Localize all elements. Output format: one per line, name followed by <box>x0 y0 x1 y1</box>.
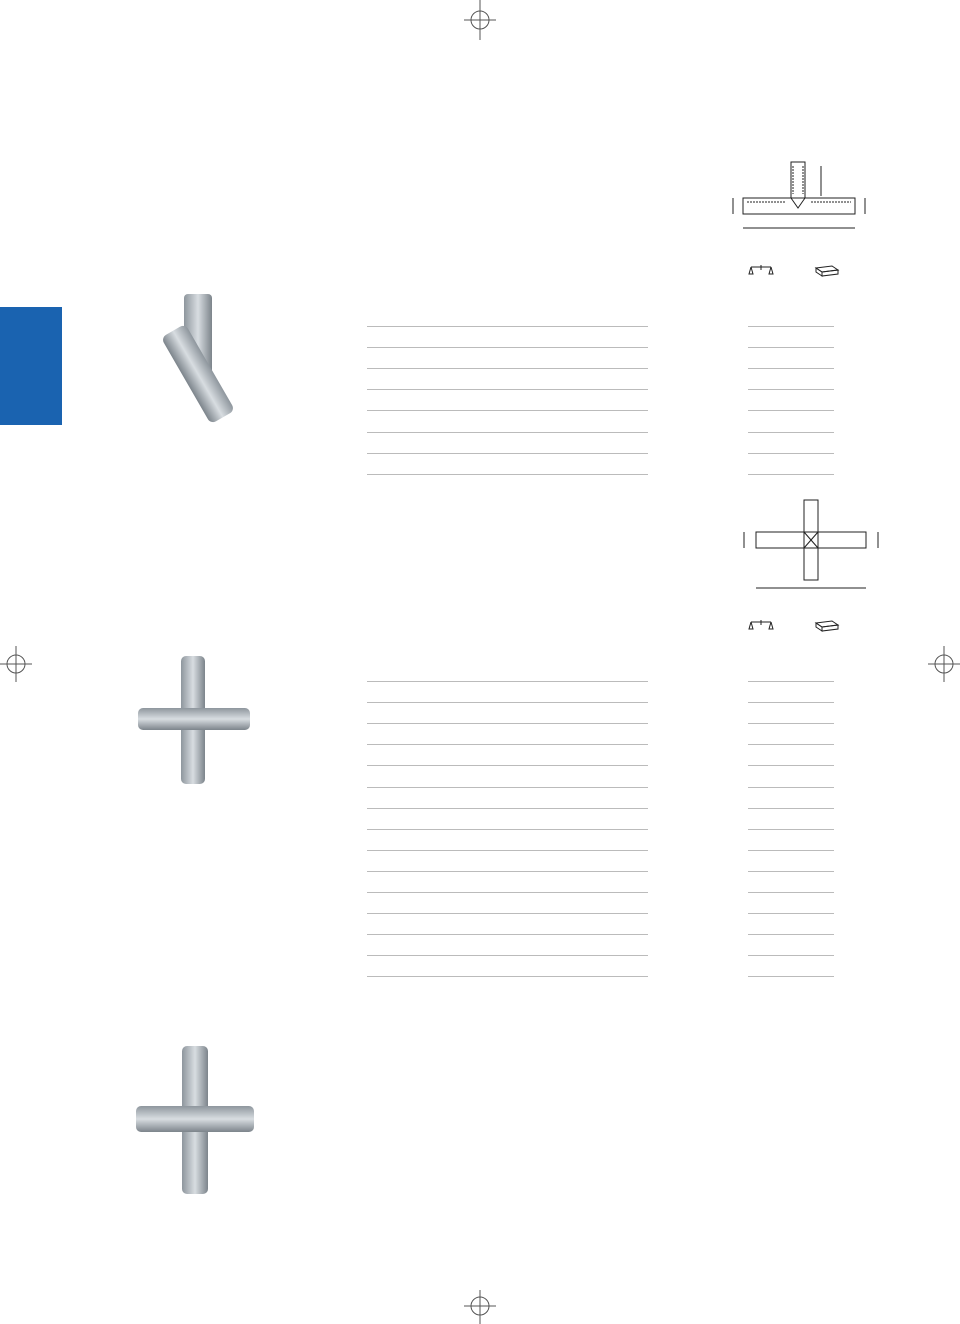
cross-connector-diagram <box>730 494 890 594</box>
table-row <box>0 936 960 957</box>
package-icon <box>814 619 840 633</box>
table-row <box>0 455 960 476</box>
table-row <box>0 789 960 810</box>
weight-scale-icon <box>748 619 774 633</box>
table-row <box>0 746 960 767</box>
table-row <box>0 704 960 725</box>
table-row <box>0 894 960 915</box>
weight-scale-icon <box>748 264 774 278</box>
table-row <box>0 957 960 978</box>
table-row <box>0 434 960 455</box>
table-row <box>0 307 960 328</box>
table-row <box>0 349 960 370</box>
table-row <box>0 725 960 746</box>
table-row <box>0 768 960 789</box>
table-row <box>0 831 960 852</box>
table-row <box>0 810 960 831</box>
crosshair-registration-mark <box>464 1290 496 1324</box>
table-row <box>0 915 960 936</box>
table-row <box>0 370 960 391</box>
crosshair-registration-mark <box>464 0 496 40</box>
table-row <box>0 413 960 434</box>
solid-cross-connector-photo <box>130 1040 260 1200</box>
table-row <box>0 328 960 349</box>
t-connector-diagram <box>725 158 875 238</box>
package-icon <box>814 264 840 278</box>
table-row <box>0 662 960 683</box>
t-connector-table-header <box>0 266 960 310</box>
table-row <box>0 391 960 412</box>
table-row <box>0 852 960 873</box>
table-row <box>0 683 960 704</box>
table-row <box>0 873 960 894</box>
cross-connector-table-header <box>0 621 960 665</box>
